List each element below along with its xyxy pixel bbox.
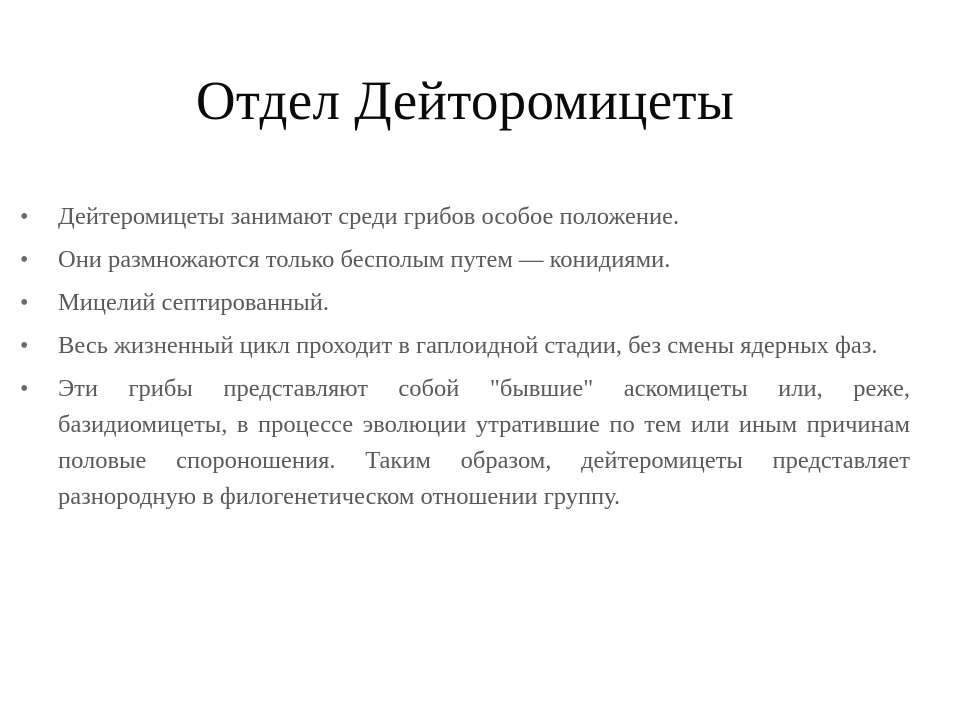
bullet-dot-icon: • [20,333,29,359]
bullet-dot-icon: • [20,247,29,273]
bullet-text: Они размножаются только бесполым путем — конидиями. [58,246,671,273]
bullet-item [0,242,960,278]
bullet-item [0,199,960,235]
bullet-dot-icon: • [20,376,29,402]
bullet-item [0,371,960,515]
bullet-text: Эти грибы представляют собой "бывшие" аскомицеты или, реже, базидиомицеты, в процессе эволюции утратившие по тем или иным причинам половые спороношения. Таким образом, дейтеромицеты представляет разнородную в филогенетическом отношении группу. [58,375,910,510]
bullet-list [0,199,960,522]
bullet-item [0,328,960,364]
slide-title: Отдел Дейторомицеты [195,70,735,131]
bullet-text: Дейтеромицеты занимают среди грибов особое положение. [58,203,680,230]
bullet-dot-icon: • [20,290,29,316]
bullet-item [0,285,960,321]
bullet-text: Весь жизненный цикл проходит в гаплоидной стадии, без смены ядерных фаз. [58,332,878,359]
bullet-dot-icon: • [20,204,29,230]
bullet-text: Мицелий септированный. [58,289,329,316]
